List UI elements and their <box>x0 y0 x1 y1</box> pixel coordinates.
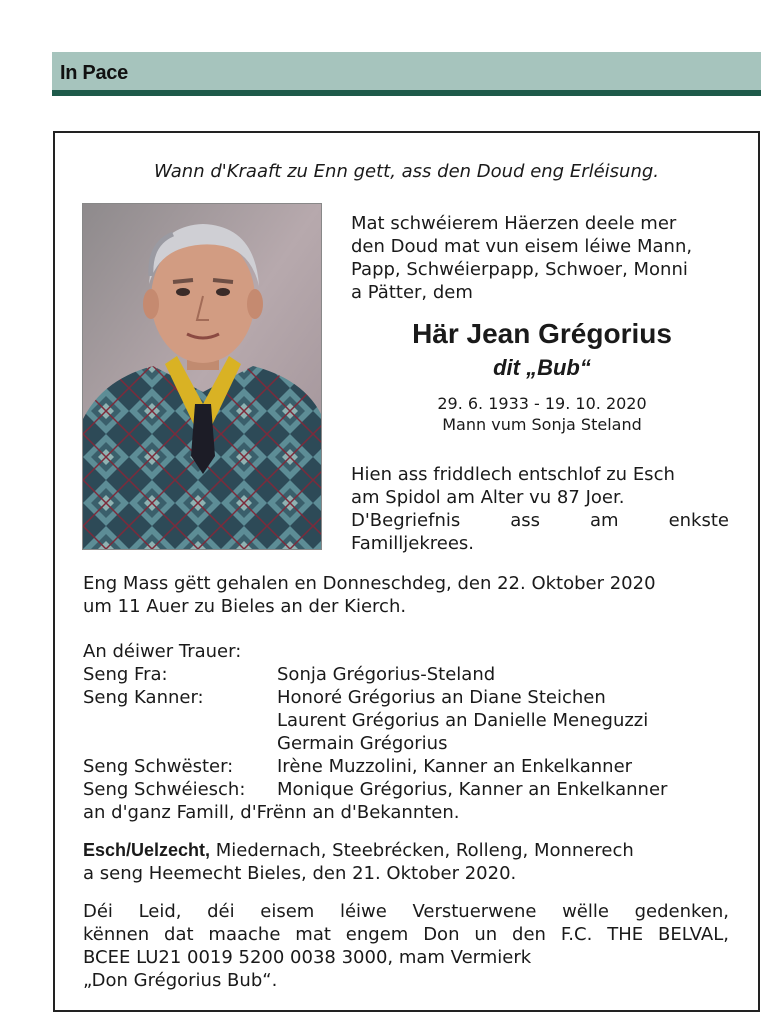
mourner-row: Seng Schwéiesch: Monique Grégorius, Kanner an Enkelkanner <box>83 779 668 800</box>
mourner-row: Seng Kanner: Honoré Grégorius an Diane Steichen Laurent Grégorius an Danielle Meneguzzi Germain Grégorius <box>83 687 649 754</box>
section-header <box>52 52 761 96</box>
mourners-heading: An déiwer Trauer: <box>83 641 242 662</box>
mass-announcement: Eng Mass gëtt gehalen en Donneschdeg, den 22. Oktober 2020 um 11 Auer zu Bieles an der Kierch. <box>83 573 656 617</box>
deceased-name: Här Jean Grégorius <box>412 318 672 349</box>
deceased-nickname: dit „Bub“ <box>493 355 591 380</box>
mourner-row: Seng Schwëster: Irène Muzzolini, Kanner an Enkelkanner <box>83 756 633 777</box>
passing-text: Hien ass friddlech entschlof zu Esch am Spidol am Alter vu 87 Joer. D'Begriefnis ass am enkste Familljekrees. <box>351 464 729 554</box>
section-title: In Pace <box>60 62 128 84</box>
spouse-line: Mann vum Sonja Steland <box>442 415 642 434</box>
motto: Wann d'Kraaft zu Enn gett, ass den Doud eng Erléisung. <box>153 161 660 182</box>
mourners-list <box>83 640 733 824</box>
intro-text: Mat schwéierem Häerzen deele mer den Doud mat vun eisem léiwe Mann, Papp, Schwéierpapp, Schwoer, Monni a Pätter, dem <box>351 213 693 303</box>
mourners-closing: an d'ganz Famill, d'Frënn an d'Bekannten. <box>83 802 460 823</box>
portrait-photo <box>82 203 322 550</box>
place-bold: Esch/Uelzecht, <box>83 840 211 860</box>
mourner-row: Seng Fra: Sonja Grégorius-Steland <box>83 664 496 685</box>
place-date: Esch/Uelzecht, Miedernach, Steebrécken, Rolleng, Monnerech a seng Heemecht Bieles, den 21. Oktober 2020. <box>83 840 634 884</box>
life-dates: 29. 6. 1933 - 19. 10. 2020 <box>437 394 647 413</box>
obituary-notice <box>53 131 760 1012</box>
donation-note: Déi Leid, déi eisem léiwe Verstuerwene wëlle gedenken, kënnen dat maache mat engem Don un den F.C. THE BELVAL, BCEE LU21 0019 5200 0038 3000, mam Vermierk „Don Grégorius Bub“. <box>83 901 729 991</box>
